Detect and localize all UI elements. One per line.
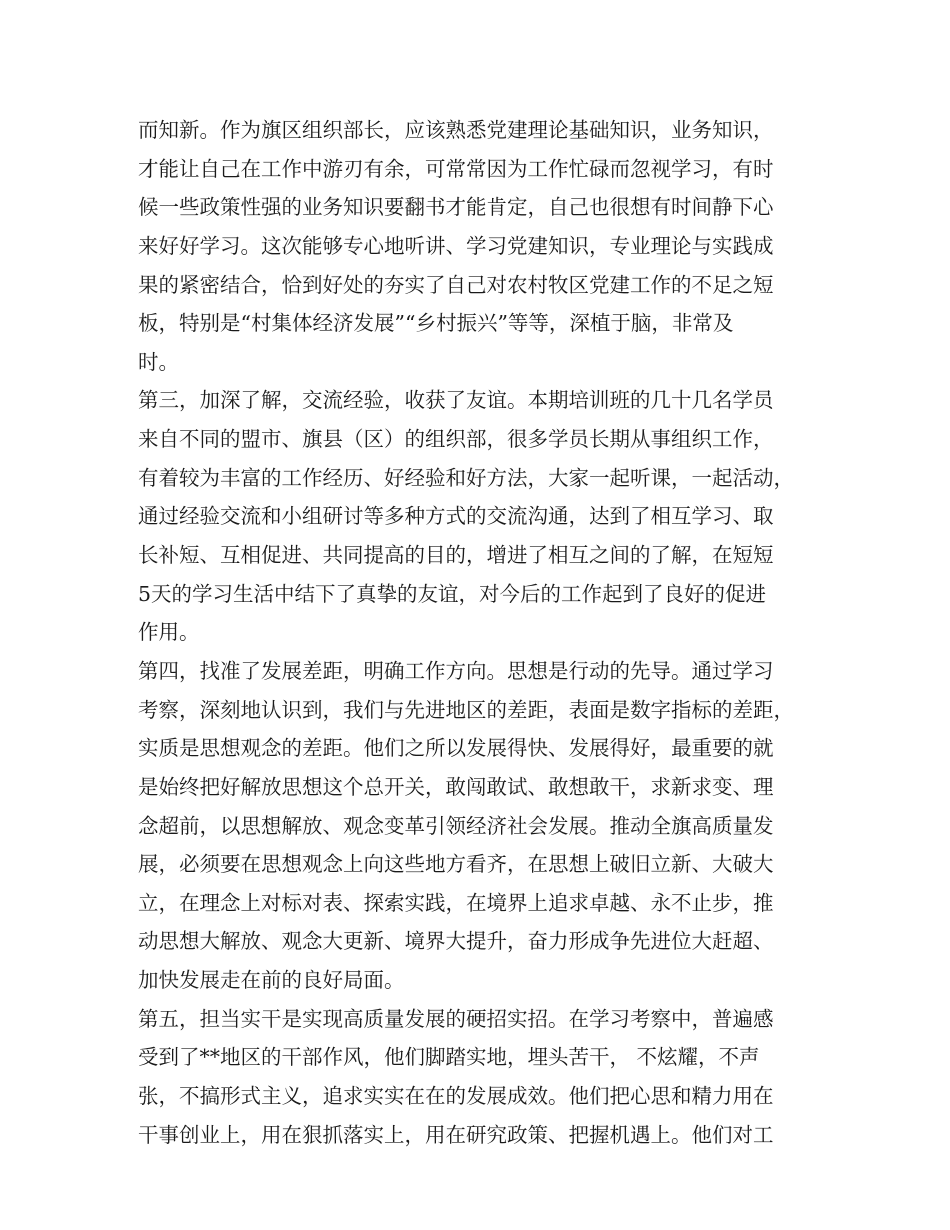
text-line: 第四，找准了发展差距，明确工作方向。思想是行动的先导。通过学习 [138, 658, 774, 683]
text-line: 展，必须要在思想观念上向这些地方看齐，在思想上破旧立新、大破大 [138, 852, 774, 877]
text-line: 5天的学习生活中结下了真挚的友谊，对今后的工作起到了良好的促进 [138, 581, 767, 606]
text-line: 果的紧密结合，恰到好处的夯实了自己对农村牧区党建工作的不足之短 [138, 272, 774, 297]
body-text [138, 111, 828, 1154]
text-line: 有着较为丰富的工作经历、好经验和好方法，大家一起听课，一起活动， [138, 465, 794, 490]
text-line: 板，特别是“村集体经济发展”“乡村振兴”等等，深植于脑，非常及 [138, 311, 734, 336]
text-line: 动思想大解放、观念大更新、境界大提升，奋力形成争先进位大赶超、 [138, 929, 774, 954]
text-line: 第五，担当实干是实现高质量发展的硬招实招。在学习考察中，普遍感 [138, 1006, 774, 1031]
text-line: 受到了**地区的干部作风，他们脚踏实地，埋头苦干， 不炫耀，不声 [138, 1045, 760, 1070]
text-line: 实质是思想观念的差距。他们之所以发展得快、发展得好，最重要的就 [138, 736, 774, 761]
text-line: 作用。 [138, 620, 200, 645]
text-line: 长补短、互相促进、共同提高的目的，增进了相互之间的了解，在短短 [138, 543, 774, 568]
text-line: 候一些政策性强的业务知识要翻书才能肯定，自己也很想有时间静下心 [138, 195, 774, 220]
text-line: 第三，加深了解，交流经验，收获了友谊。本期培训班的几十几名学员 [138, 388, 774, 413]
text-line: 通过经验交流和小组研讨等多种方式的交流沟通，达到了相互学习、取 [138, 504, 774, 529]
text-line: 考察，深刻地认识到，我们与先进地区的差距，表面是数字指标的差距， [138, 697, 794, 722]
text-line: 张，不搞形式主义，追求实实在在的发展成效。他们把心思和精力用在 [138, 1084, 774, 1109]
text-line: 来自不同的盟市、旗县（区）的组织部，很多学员长期从事组织工作， [138, 427, 774, 452]
text-line: 时。 [138, 349, 179, 374]
text-line: 来好好学习。这次能够专心地听讲、学习党建知识，专业理论与实践成 [138, 233, 774, 258]
text-line: 加快发展走在前的良好局面。 [138, 968, 405, 993]
text-line: 干事创业上，用在狠抓落实上，用在研究政策、把握机遇上。他们对工 [138, 1122, 774, 1147]
text-line: 才能让自己在工作中游刃有余，可常常因为工作忙碌而忽视学习，有时 [138, 156, 774, 181]
text-line: 而知新。作为旗区组织部长，应该熟悉党建理论基础知识，业务知识， [138, 118, 774, 142]
text-line: 念超前，以思想解放、观念变革引领经济社会发展。推动全旗高质量发 [138, 813, 774, 838]
text-line: 是始终把好解放思想这个总开关，敢闯敢试、敢想敢干，求新求变、理 [138, 774, 774, 799]
text-line: 立，在理念上对标对表、探索实践，在境界上追求卓越、永不止步，推 [138, 890, 774, 915]
